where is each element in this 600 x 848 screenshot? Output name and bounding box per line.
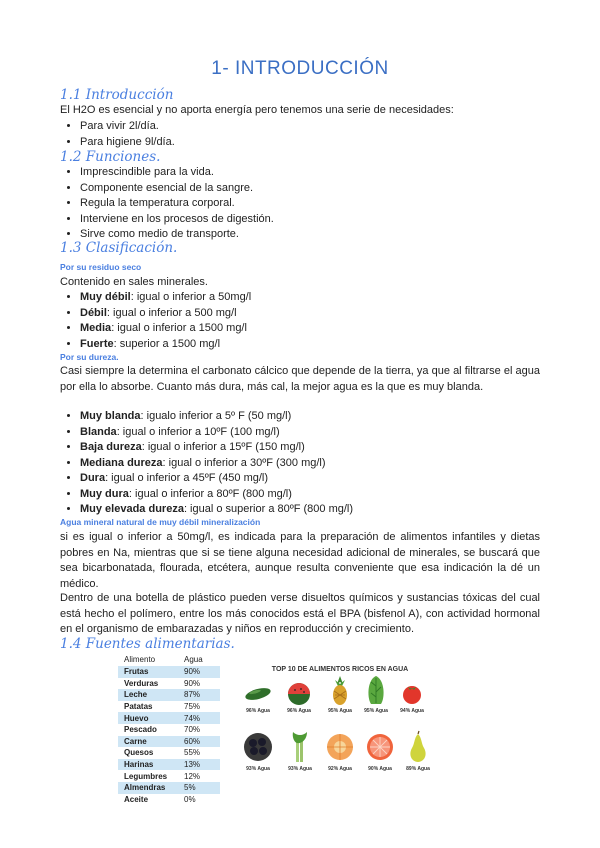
food-name: Carne bbox=[118, 736, 178, 748]
term: Débil bbox=[80, 306, 107, 319]
table-row bbox=[118, 747, 220, 759]
food-name: Aceite bbox=[124, 794, 149, 804]
list-item bbox=[80, 306, 251, 322]
list-item bbox=[80, 409, 353, 425]
food-item bbox=[362, 730, 398, 772]
food-item bbox=[322, 674, 358, 714]
list-item bbox=[80, 487, 353, 503]
watermelon-icon bbox=[284, 682, 314, 706]
table-row bbox=[118, 794, 220, 806]
food-item bbox=[240, 682, 276, 714]
term: Muy dura bbox=[80, 487, 129, 500]
table-row bbox=[118, 770, 220, 782]
food-name: Legumbres bbox=[124, 771, 168, 781]
term: Mediana dureza bbox=[80, 456, 163, 469]
term-desc: : igual o inferior a 500 mg/l bbox=[106, 306, 237, 319]
water-value: 90% bbox=[178, 666, 220, 678]
table-row bbox=[118, 689, 220, 701]
table-row bbox=[118, 759, 220, 771]
food-name: Pescado bbox=[124, 725, 157, 735]
term-desc: : igual o inferior a 30ºF (300 mg/l) bbox=[162, 456, 326, 469]
functions-list bbox=[62, 165, 274, 243]
term-desc: : igual o inferior a 15ºF (150 mg/l) bbox=[141, 441, 305, 453]
section-heading-introduccion: 1.1 Introducción bbox=[60, 87, 174, 103]
water-value: 74% bbox=[178, 712, 220, 724]
blackberries-icon bbox=[241, 730, 275, 764]
food-name: Patatas bbox=[124, 702, 153, 712]
food-name: Huevo bbox=[118, 712, 178, 724]
list-item bbox=[80, 440, 353, 456]
water-value: 0% bbox=[184, 794, 196, 804]
food-item bbox=[394, 682, 430, 714]
table-row bbox=[118, 701, 220, 713]
food-label: 89% Agua bbox=[406, 766, 430, 772]
term: Muy elevada dureza bbox=[80, 503, 184, 515]
residuo-list bbox=[62, 290, 251, 352]
water-value: 70% bbox=[184, 725, 201, 735]
melon-icon bbox=[323, 730, 357, 764]
infographic-title: TOP 10 DE ALIMENTOS RICOS EN AGUA bbox=[271, 666, 409, 673]
list-item bbox=[80, 290, 251, 306]
term: Baja dureza bbox=[80, 441, 142, 453]
section-heading-fuentes: 1.4 Fuentes alimentarias. bbox=[60, 636, 235, 652]
table-row bbox=[118, 724, 220, 736]
water-foods-infographic bbox=[240, 660, 440, 785]
water-content-table bbox=[118, 653, 220, 805]
intro-text: El H2O es esencial y no aporta energía pero tenemos una serie de necesidades: bbox=[60, 104, 454, 116]
food-label: 90% Agua bbox=[368, 766, 392, 772]
term: Blanda bbox=[80, 425, 117, 438]
list-item: • Interviene en los procesos de digestión. bbox=[80, 212, 274, 228]
water-value: 5% bbox=[178, 782, 220, 794]
water-value: 60% bbox=[178, 736, 220, 748]
list-item bbox=[80, 425, 353, 441]
subheading-agua-mineral: Agua mineral natural de muy débil mineralización bbox=[60, 517, 261, 527]
term: Media bbox=[80, 322, 112, 334]
food-label: 92% Agua bbox=[328, 766, 352, 772]
food-name: Leche bbox=[118, 689, 178, 701]
term-desc: : igual o inferior a 50mg/l bbox=[130, 291, 252, 303]
food-item bbox=[322, 730, 358, 772]
food-label: 96% Agua bbox=[287, 708, 311, 714]
list-item: • Componente esencial de la sangre. bbox=[80, 181, 274, 197]
food-name: Almendras bbox=[118, 782, 178, 794]
list-item: • Para vivir 2l/día. bbox=[80, 119, 175, 135]
list-item bbox=[80, 337, 251, 353]
pineapple-icon bbox=[325, 674, 355, 706]
dureza-list bbox=[62, 409, 353, 518]
section-heading-funciones: 1.2 Funciones. bbox=[60, 149, 161, 165]
water-value: 55% bbox=[184, 748, 201, 758]
food-name: Quesos bbox=[124, 748, 154, 758]
list-item: • Para higiene 9l/día. bbox=[80, 135, 175, 151]
section-heading-clasificacion: 1.3 Clasificación. bbox=[60, 240, 178, 256]
table-row bbox=[118, 782, 220, 794]
water-value: 87% bbox=[178, 689, 220, 701]
list-item bbox=[80, 502, 353, 518]
celery-icon bbox=[285, 728, 315, 764]
term: Muy blanda bbox=[80, 410, 141, 422]
term: Dura bbox=[80, 472, 106, 484]
bpa-text: Dentro de una botella de plástico pueden verse disueltos químicos y sustancias tóxicas del cual está hecho el polímero, entre los más conocidos está el BPA (bisfenol A), con actividad hormonal en el organismo de embarazadas y niños en reproducción y crecimiento. bbox=[60, 592, 540, 635]
food-item bbox=[240, 730, 276, 772]
dureza-text: Casi siempre la determina el carbonato cálcico que depende de la tierra, ya que al filtrarse el agua por ella lo absorbe. Cuanto más dura, más cal, la mejor agua es la que es muy blanda. bbox=[60, 365, 540, 393]
list-item bbox=[80, 321, 251, 337]
residuo-intro: Contenido en sales minerales. bbox=[60, 276, 208, 288]
food-label: 95% Agua bbox=[328, 708, 352, 714]
list-item: • Imprescindible para la vida. bbox=[80, 165, 274, 181]
tomato-icon bbox=[397, 682, 427, 706]
food-name: Verduras bbox=[124, 678, 159, 688]
column-header: Agua bbox=[184, 655, 203, 664]
table-row bbox=[118, 736, 220, 748]
food-name: Harinas bbox=[118, 759, 178, 771]
table-row bbox=[118, 678, 220, 690]
table-row bbox=[118, 666, 220, 678]
needs-list bbox=[62, 119, 175, 150]
water-value: 75% bbox=[184, 702, 201, 712]
table-header-row bbox=[118, 653, 220, 666]
food-label: 93% Agua bbox=[288, 766, 312, 772]
term-desc: : igual o inferior a 45ºF (450 mg/l) bbox=[105, 472, 269, 484]
term: Fuerte bbox=[80, 337, 114, 350]
list-item: • Sirve como medio de transporte. bbox=[80, 227, 274, 243]
pear-icon bbox=[403, 730, 433, 764]
subheading-residuo-seco: Por su residuo seco bbox=[60, 262, 142, 272]
food-label: 96% Agua bbox=[246, 708, 270, 714]
list-item bbox=[80, 471, 353, 487]
grapefruit-icon bbox=[363, 730, 397, 764]
food-item bbox=[282, 728, 318, 772]
food-label: 93% Agua bbox=[246, 766, 270, 772]
list-item: • Regula la temperatura corporal. bbox=[80, 196, 274, 212]
mineral-text: si es igual o inferior a 50mg/l, es indicada para la preparación de alimentos infantiles y dietas pobres en Na, mientras que si se tiene alguna necesidad adicional de minerales, se buscará que sea bicarbonatada, flourada, etcétera, aunque resulta conveniente que esa indicación la dé un médico. bbox=[60, 531, 540, 590]
column-header: Alimento bbox=[124, 655, 156, 664]
term-desc: : igual o inferior a 80ºF (800 mg/l) bbox=[128, 487, 292, 500]
page-title: 1- INTRODUCCIÓN bbox=[211, 58, 389, 79]
food-item bbox=[400, 730, 436, 772]
term-desc: : superior a 1500 mg/l bbox=[113, 337, 221, 350]
term-desc: : igual o inferior a 1500 mg/l bbox=[111, 322, 247, 334]
term-desc: : igual o inferior a 10ºF (100 mg/l) bbox=[116, 425, 280, 438]
water-value: 13% bbox=[178, 759, 220, 771]
lettuce-icon bbox=[361, 674, 391, 706]
table-row bbox=[118, 712, 220, 724]
list-item bbox=[80, 456, 353, 472]
food-name: Frutas bbox=[118, 666, 178, 678]
water-value: 90% bbox=[184, 678, 201, 688]
term-desc: : igualo inferior a 5º F (50 mg/l) bbox=[140, 410, 292, 422]
term: Muy débil bbox=[80, 291, 131, 303]
food-item bbox=[281, 682, 317, 714]
food-item bbox=[358, 674, 394, 714]
water-value: 12% bbox=[184, 771, 201, 781]
term-desc: : igual o superior a 80ºF (800 mg/l) bbox=[183, 503, 354, 515]
cucumber-icon bbox=[243, 682, 273, 706]
subheading-dureza: Por su dureza. bbox=[60, 352, 119, 362]
food-label: 94% Agua bbox=[400, 708, 424, 714]
food-label: 95% Agua bbox=[364, 708, 388, 714]
